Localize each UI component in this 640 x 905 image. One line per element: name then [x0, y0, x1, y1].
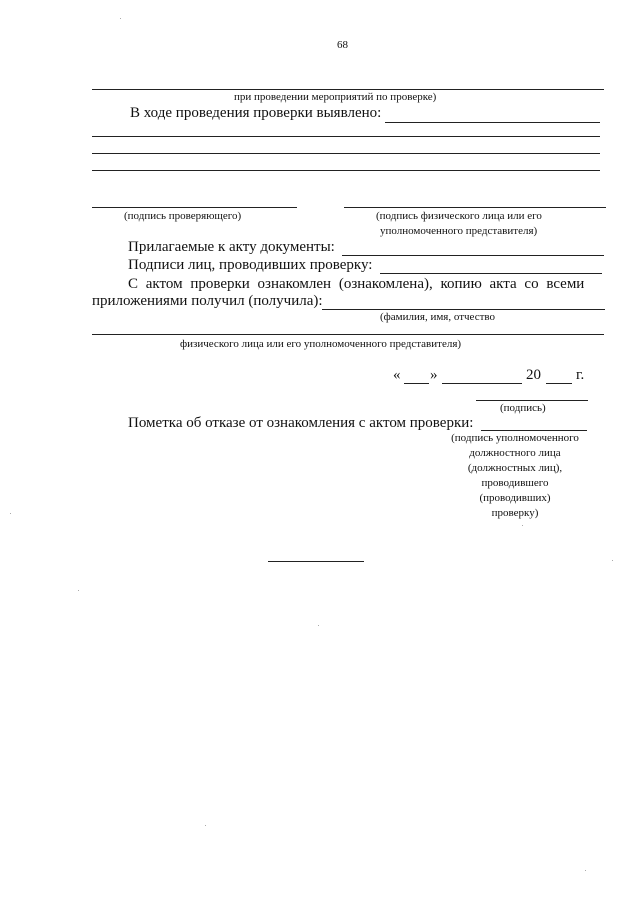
inspectors-signatures-line[interactable]	[380, 273, 602, 274]
scan-speck	[612, 560, 613, 561]
attached-docs-line[interactable]	[342, 255, 604, 256]
date-year-suffix: г.	[576, 367, 585, 383]
header-rule	[92, 89, 604, 90]
scan-speck	[120, 18, 121, 19]
refusal-caption-1: (подпись уполномоченного	[451, 432, 579, 444]
signature-line[interactable]	[476, 400, 588, 401]
page-number: 68	[337, 39, 348, 51]
scan-speck	[522, 525, 523, 526]
refusal-label: Пометка об отказе от ознакомления с актом проверки:	[128, 415, 474, 431]
refusal-signature-line[interactable]	[481, 430, 587, 431]
scan-speck	[205, 825, 206, 826]
acquainted-person-line[interactable]	[92, 334, 604, 335]
date-year-prefix: 20	[526, 367, 541, 383]
person-caption: физического лица или его уполномоченного представителя)	[180, 338, 462, 350]
acquainted-text-line2: приложениями получил (получила):	[92, 293, 323, 309]
date-year-line[interactable]	[546, 383, 572, 384]
signature-caption: (подпись)	[500, 402, 546, 414]
person-signature-caption-1: (подпись физического лица или его	[376, 210, 542, 222]
attached-docs-label: Прилагаемые к акту документы:	[128, 239, 335, 255]
findings-line-1[interactable]	[92, 136, 600, 137]
refusal-caption-2: должностного лица	[469, 447, 561, 459]
acquainted-fio-line[interactable]	[322, 309, 605, 310]
findings-line-3[interactable]	[92, 170, 600, 171]
refusal-caption-6: проверку)	[491, 507, 539, 519]
inspector-signature-caption: (подпись проверяющего)	[124, 210, 242, 222]
scan-speck	[10, 513, 11, 514]
closing-rule	[268, 561, 364, 562]
header-caption: при проведении мероприятий по проверке)	[234, 91, 437, 103]
person-signature-line[interactable]	[344, 207, 606, 208]
scan-speck	[78, 590, 79, 591]
date-quote-close: »	[430, 367, 438, 383]
scan-speck	[585, 870, 586, 871]
refusal-caption-4: проводившего	[481, 477, 549, 489]
acquainted-text-line1: С актом проверки ознакомлен (ознакомлена), копию акта со всеми	[128, 276, 585, 292]
findings-fill-line[interactable]	[385, 122, 600, 123]
inspectors-signatures-label: Подписи лиц, проводивших проверку:	[128, 257, 373, 273]
scan-speck	[318, 625, 319, 626]
date-day-line[interactable]	[404, 383, 429, 384]
refusal-caption-5: (проводивших)	[479, 492, 551, 504]
findings-line-2[interactable]	[92, 153, 600, 154]
inspector-signature-line[interactable]	[92, 207, 297, 208]
refusal-caption-3: (должностных лиц),	[467, 462, 563, 474]
person-signature-caption-2: уполномоченного представителя)	[380, 225, 538, 237]
date-quote-open: «	[393, 367, 401, 383]
date-month-line[interactable]	[442, 383, 522, 384]
findings-label: В ходе проведения проверки выявлено:	[130, 105, 382, 121]
fio-caption: (фамилия, имя, отчество	[380, 311, 496, 323]
